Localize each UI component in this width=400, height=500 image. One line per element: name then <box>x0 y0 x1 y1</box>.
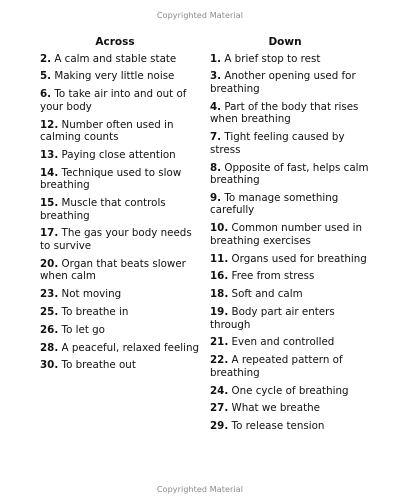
across-clue <box>40 70 200 83</box>
clue-number: 30. <box>40 359 59 372</box>
clue-number: 10. <box>210 222 229 235</box>
clue-text: The gas your body needs to survive <box>40 227 192 253</box>
clue-text: A repeated pattern of breathing <box>210 354 343 379</box>
clue-text: Common number used in breathing exercises <box>210 222 363 247</box>
clue-number: 25. <box>40 305 59 318</box>
down-clue <box>210 354 370 379</box>
clue-number: 7. <box>210 131 222 144</box>
clue-text: Muscle that controls breathing <box>40 197 166 222</box>
down-clue <box>210 101 370 126</box>
clue-text: Not moving <box>61 288 122 301</box>
clue-text: Organ that beats slower when calm <box>40 257 186 283</box>
clue-number: 13. <box>40 148 59 161</box>
down-clue-list <box>210 53 370 433</box>
across-clue <box>40 258 200 283</box>
across-clue <box>40 149 200 162</box>
across-clue <box>40 324 200 337</box>
clue-number: 21. <box>210 336 229 349</box>
clue-text: Number often used in calming counts <box>40 118 174 144</box>
copyright-watermark-bottom: Copyrighted Material <box>156 485 244 494</box>
clue-text: To breathe out <box>61 359 136 372</box>
clue-number: 23. <box>40 288 59 301</box>
clue-text: To let go <box>61 323 105 336</box>
across-clue <box>40 359 200 372</box>
down-clue <box>210 53 370 66</box>
clue-number: 8. <box>210 161 222 174</box>
down-clue <box>210 162 370 187</box>
clue-text: To take air into and out of your body <box>40 88 187 113</box>
clue-text: Free from stress <box>231 270 315 283</box>
across-clue <box>40 306 200 319</box>
down-clue <box>210 336 370 349</box>
clue-text: To release tension <box>231 420 325 433</box>
clue-number: 15. <box>40 197 59 210</box>
clue-number: 16. <box>210 270 229 283</box>
down-clue <box>210 192 370 217</box>
clue-text: A brief stop to rest <box>224 52 321 65</box>
clue-number: 9. <box>210 191 222 204</box>
down-clue <box>210 222 370 247</box>
across-clue <box>40 197 200 222</box>
clue-text: To breathe in <box>61 305 129 318</box>
clue-text: Body part air enters through <box>210 305 335 331</box>
clue-number: 2. <box>40 52 52 65</box>
clue-number: 18. <box>210 288 229 301</box>
clue-number: 20. <box>40 257 59 270</box>
clue-number: 6. <box>40 88 52 101</box>
across-heading: Across <box>95 36 135 48</box>
clue-number: 1. <box>210 52 222 65</box>
clue-text: A peaceful, relaxed feeling <box>61 341 200 354</box>
across-clue-list <box>40 53 200 372</box>
across-clue <box>40 53 200 66</box>
down-clue <box>210 306 370 331</box>
clue-text: A calm and stable state <box>54 52 177 65</box>
clue-number: 12. <box>40 118 59 131</box>
clue-number: 17. <box>40 227 59 240</box>
clue-text: Organs used for breathing <box>231 252 367 265</box>
clue-number: 29. <box>210 420 229 433</box>
clue-number: 26. <box>40 323 59 336</box>
across-clue <box>40 342 200 355</box>
clue-text: Part of the body that rises when breathing <box>210 100 359 126</box>
clue-text: Opposite of fast, helps calm breathing <box>210 161 369 187</box>
clue-number: 28. <box>40 341 59 354</box>
clue-number: 24. <box>210 384 229 397</box>
down-clue <box>210 402 370 415</box>
down-clues-column <box>210 36 370 438</box>
clue-text: One cycle of breathing <box>231 384 349 397</box>
clue-number: 5. <box>40 70 52 83</box>
clue-text: Soft and calm <box>231 288 303 301</box>
clue-text: Technique used to slow breathing <box>40 166 182 192</box>
across-clues-column <box>40 36 200 377</box>
down-heading: Down <box>268 36 302 48</box>
clue-number: 14. <box>40 166 59 179</box>
clue-number: 4. <box>210 100 222 113</box>
down-clue <box>210 288 370 301</box>
clue-text: Even and controlled <box>231 336 335 349</box>
across-clue <box>40 288 200 301</box>
clue-text: To manage something carefully <box>210 191 339 217</box>
clue-text: What we breathe <box>231 402 320 415</box>
across-clue <box>40 119 200 144</box>
clue-text: Paying close attention <box>61 148 176 161</box>
down-clue <box>210 70 370 95</box>
down-clue <box>210 131 370 156</box>
down-clue <box>210 253 370 266</box>
clue-number: 22. <box>210 354 229 367</box>
clue-text: Making very little noise <box>54 70 175 83</box>
across-clue <box>40 88 200 113</box>
across-clue <box>40 227 200 252</box>
down-clue <box>210 270 370 283</box>
clue-number: 3. <box>210 70 222 83</box>
clue-text: Tight feeling caused by stress <box>210 131 345 156</box>
down-clue <box>210 385 370 398</box>
clue-text: Another opening used for breathing <box>210 70 356 95</box>
clue-number: 19. <box>210 305 229 318</box>
across-clue <box>40 167 200 192</box>
copyright-watermark-top: Copyrighted Material <box>156 11 244 20</box>
clue-number: 11. <box>210 252 229 265</box>
clue-number: 27. <box>210 402 229 415</box>
down-clue <box>210 420 370 433</box>
